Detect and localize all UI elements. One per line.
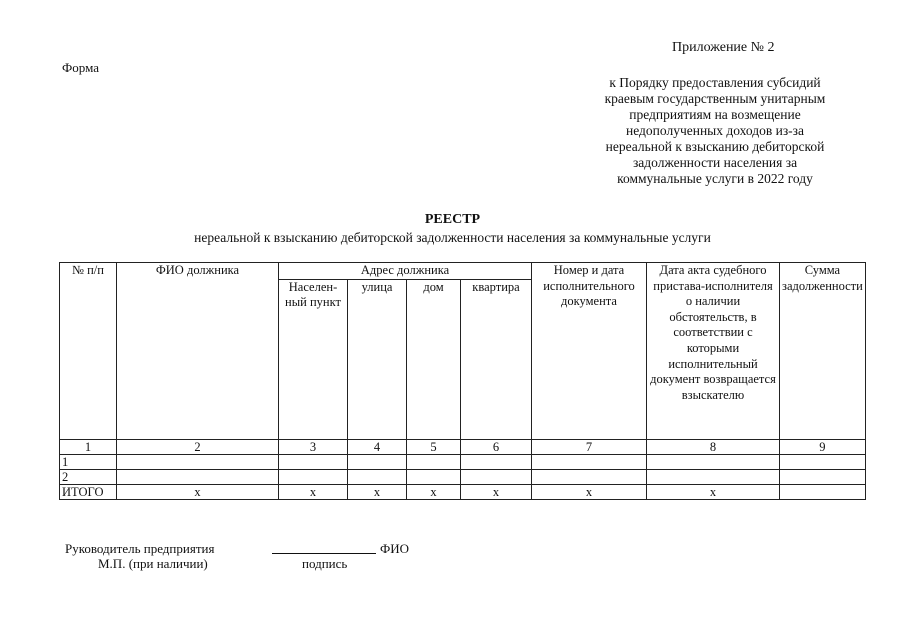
appendix-line: задолженности населения за <box>632 155 798 170</box>
column-number: 4 <box>348 439 407 454</box>
header-apartment: квартира <box>461 279 532 439</box>
registry-subtitle: нереальной к взысканию дебиторской задолженности населения за коммунальные услуги <box>194 230 711 245</box>
table-cell <box>461 469 532 484</box>
registry-table <box>59 262 866 500</box>
table-cell <box>348 454 407 469</box>
header-document: Номер и дата исполнительного документа <box>532 263 647 440</box>
header-debt-sum: Сумма задолженности <box>780 263 866 440</box>
table-row <box>60 454 866 469</box>
table-cell: 1 <box>60 454 117 469</box>
header-house: дом <box>407 279 461 439</box>
signature-label: Руководитель предприятия <box>65 541 215 556</box>
table-row <box>60 469 866 484</box>
table-cell <box>348 469 407 484</box>
table-cell <box>117 469 279 484</box>
header-number: № п/п <box>60 263 117 440</box>
total-cell: x <box>279 484 348 499</box>
column-number: 1 <box>60 439 117 454</box>
table-cell <box>532 469 647 484</box>
signature-caption: подпись <box>302 556 348 571</box>
table-cell <box>407 454 461 469</box>
table-cell <box>780 454 866 469</box>
header-settlement: Населен-ный пункт <box>279 279 348 439</box>
table-cell <box>532 454 647 469</box>
table-cell <box>647 454 780 469</box>
table-cell <box>117 454 279 469</box>
appendix-line: недополученных доходов из-за <box>626 123 804 138</box>
total-cell: x <box>117 484 279 499</box>
total-label: ИТОГО <box>60 484 117 499</box>
total-cell <box>780 484 866 499</box>
appendix-text <box>580 75 850 187</box>
column-number: 3 <box>279 439 348 454</box>
total-cell: x <box>407 484 461 499</box>
table-cell <box>647 469 780 484</box>
table-cell <box>279 469 348 484</box>
header-debtor-name: ФИО должника <box>117 263 279 440</box>
appendix-line: нереальной к взысканию дебиторской <box>605 139 825 154</box>
column-number: 9 <box>780 439 866 454</box>
column-number: 2 <box>117 439 279 454</box>
column-number: 6 <box>461 439 532 454</box>
total-cell: x <box>348 484 407 499</box>
column-number-row <box>60 439 866 454</box>
table-cell <box>461 454 532 469</box>
header-street: улица <box>348 279 407 439</box>
total-cell: x <box>647 484 780 499</box>
table-cell <box>780 469 866 484</box>
table-cell: 2 <box>60 469 117 484</box>
total-cell: x <box>461 484 532 499</box>
appendix-title: Приложение № 2 <box>672 40 775 55</box>
appendix-line: краевым государственным унитарным <box>604 91 826 106</box>
table-cell <box>407 469 461 484</box>
signature-line <box>272 553 376 554</box>
appendix-line: предприятиям на возмещение <box>629 107 801 122</box>
total-cell: x <box>532 484 647 499</box>
fio-label: ФИО <box>380 541 410 556</box>
header-act-date: Дата акта судебного пристава-исполнителя о наличии обстоятельств, в соответствии с которыми исполнительный документ возвращается взыскателю <box>647 263 780 440</box>
header-address: Адрес должника <box>279 263 532 280</box>
registry-title: РЕЕСТР <box>424 212 481 227</box>
stamp-label: М.П. (при наличии) <box>98 556 208 571</box>
column-number: 8 <box>647 439 780 454</box>
appendix-line: к Порядку предоставления субсидий <box>609 75 821 90</box>
form-label: Форма <box>62 60 99 75</box>
table-cell <box>279 454 348 469</box>
total-row <box>60 484 866 499</box>
column-number: 5 <box>407 439 461 454</box>
column-number: 7 <box>532 439 647 454</box>
header-row <box>60 263 866 280</box>
appendix-line: коммунальные услуги в 2022 году <box>617 171 813 186</box>
